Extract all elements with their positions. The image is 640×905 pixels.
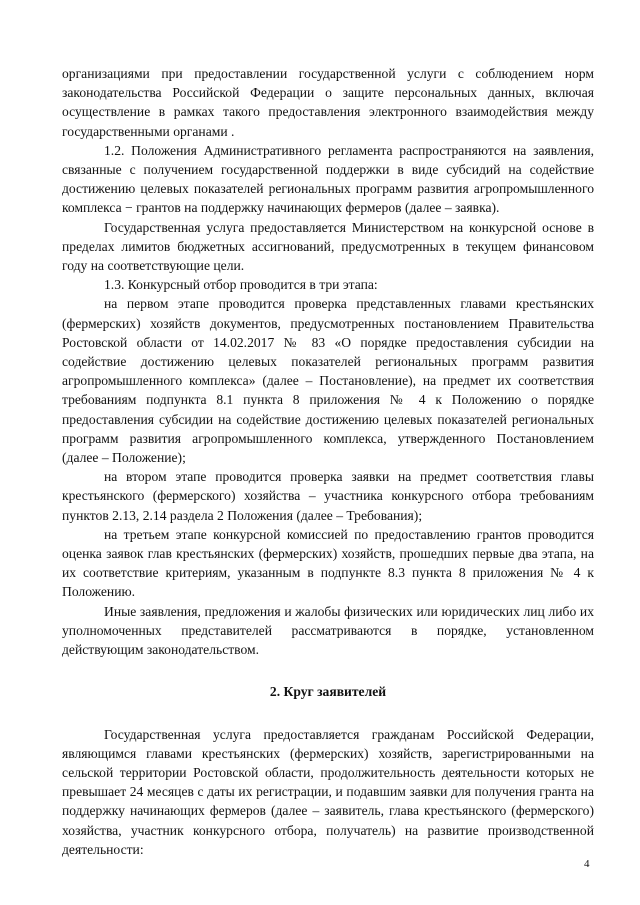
document-body: [62, 64, 594, 859]
paragraph: Иные заявления, предложения и жалобы физических или юридических лиц либо их уполномоченных представителей рассматриваются в порядке, установленном действующим законодательством.: [62, 603, 594, 658]
paragraph: Государственная услуга предоставляется Министерством на конкурсной основе в пределах лимитов бюджетных ассигнований, предусмотренных в текущем финансовом году на соответствующие цели.: [62, 219, 594, 274]
paragraph: 1.2. Положения Административного регламента распространяются на заявления, связанные с получением государственной поддержки в виде субсидий на содействие достижению целевых показателей региональных программ развития агропромышленного комплекса − грантов на поддержку начинающих фермеров (далее – заявка).: [62, 142, 594, 216]
page-number: 4: [584, 858, 590, 870]
section-heading: 2. Круг заявителей: [269, 684, 387, 700]
paragraph: на втором этапе проводится проверка заявки на предмет соответствия главы крестьянского (фермерского) хозяйства – участника конкурсного отбора требованиям пунктов 2.13, 2.14 раздела 2 Положения (далее – Требования);: [62, 469, 594, 523]
paragraph: Государственная услуга предоставляется гражданам Российской Федерации, являющимся главами крестьянских (фермерских) хозяйств, зарегистрированными на сельской территории Ростовской области, продолжительность деятельности которых не превышает 24 месяцев с даты их регистрации, и подавшим заявки для получения гранта на поддержку начинающих фермеров (далее – заявитель, глава крестьянского (фермерского) хозяйства, участник конкурсного отбора, получатель) на развитие производственной деятельности:: [62, 726, 594, 857]
paragraph: на третьем этапе конкурсной комиссией по предоставлению грантов проводится оценка заявок глав крестьянских (фермерских) хозяйств, прошедших первые два этапа, на их соответствие критериям, указанным в подпункте 8.3 пункта 8 приложения № 4 к Положению.: [62, 526, 594, 600]
paragraph: 1.3. Конкурсный отбор проводится в три этапа:: [104, 277, 378, 293]
paragraph: на первом этапе проводится проверка представленных главами крестьянских (фермерских) хозяйств документов, предусмотренных постановлением Правительства Ростовской области от 14.02.2017 № 83 «О порядке предоставления субсидии на содействие достижению целевых показателей региональных программ развития агропромышленного комплекса» (далее – Постановление), на предмет их соответствия требованиям подпункта 8.1 пункта 8 приложения № 4 к Положению о порядке предоставления субсидии на содействие достижению целевых показателей региональных программ развития агропромышленного комплекса, утвержденного Постановлением (далее – Положение);: [62, 296, 594, 466]
paragraph: организациями при предоставлении государственной услуги с соблюдением норм законодательства Российской Федерации о защите персональных данных, включая осуществление в рамках такого предоставления электронного взаимодействия между государственными органами .: [62, 66, 594, 139]
